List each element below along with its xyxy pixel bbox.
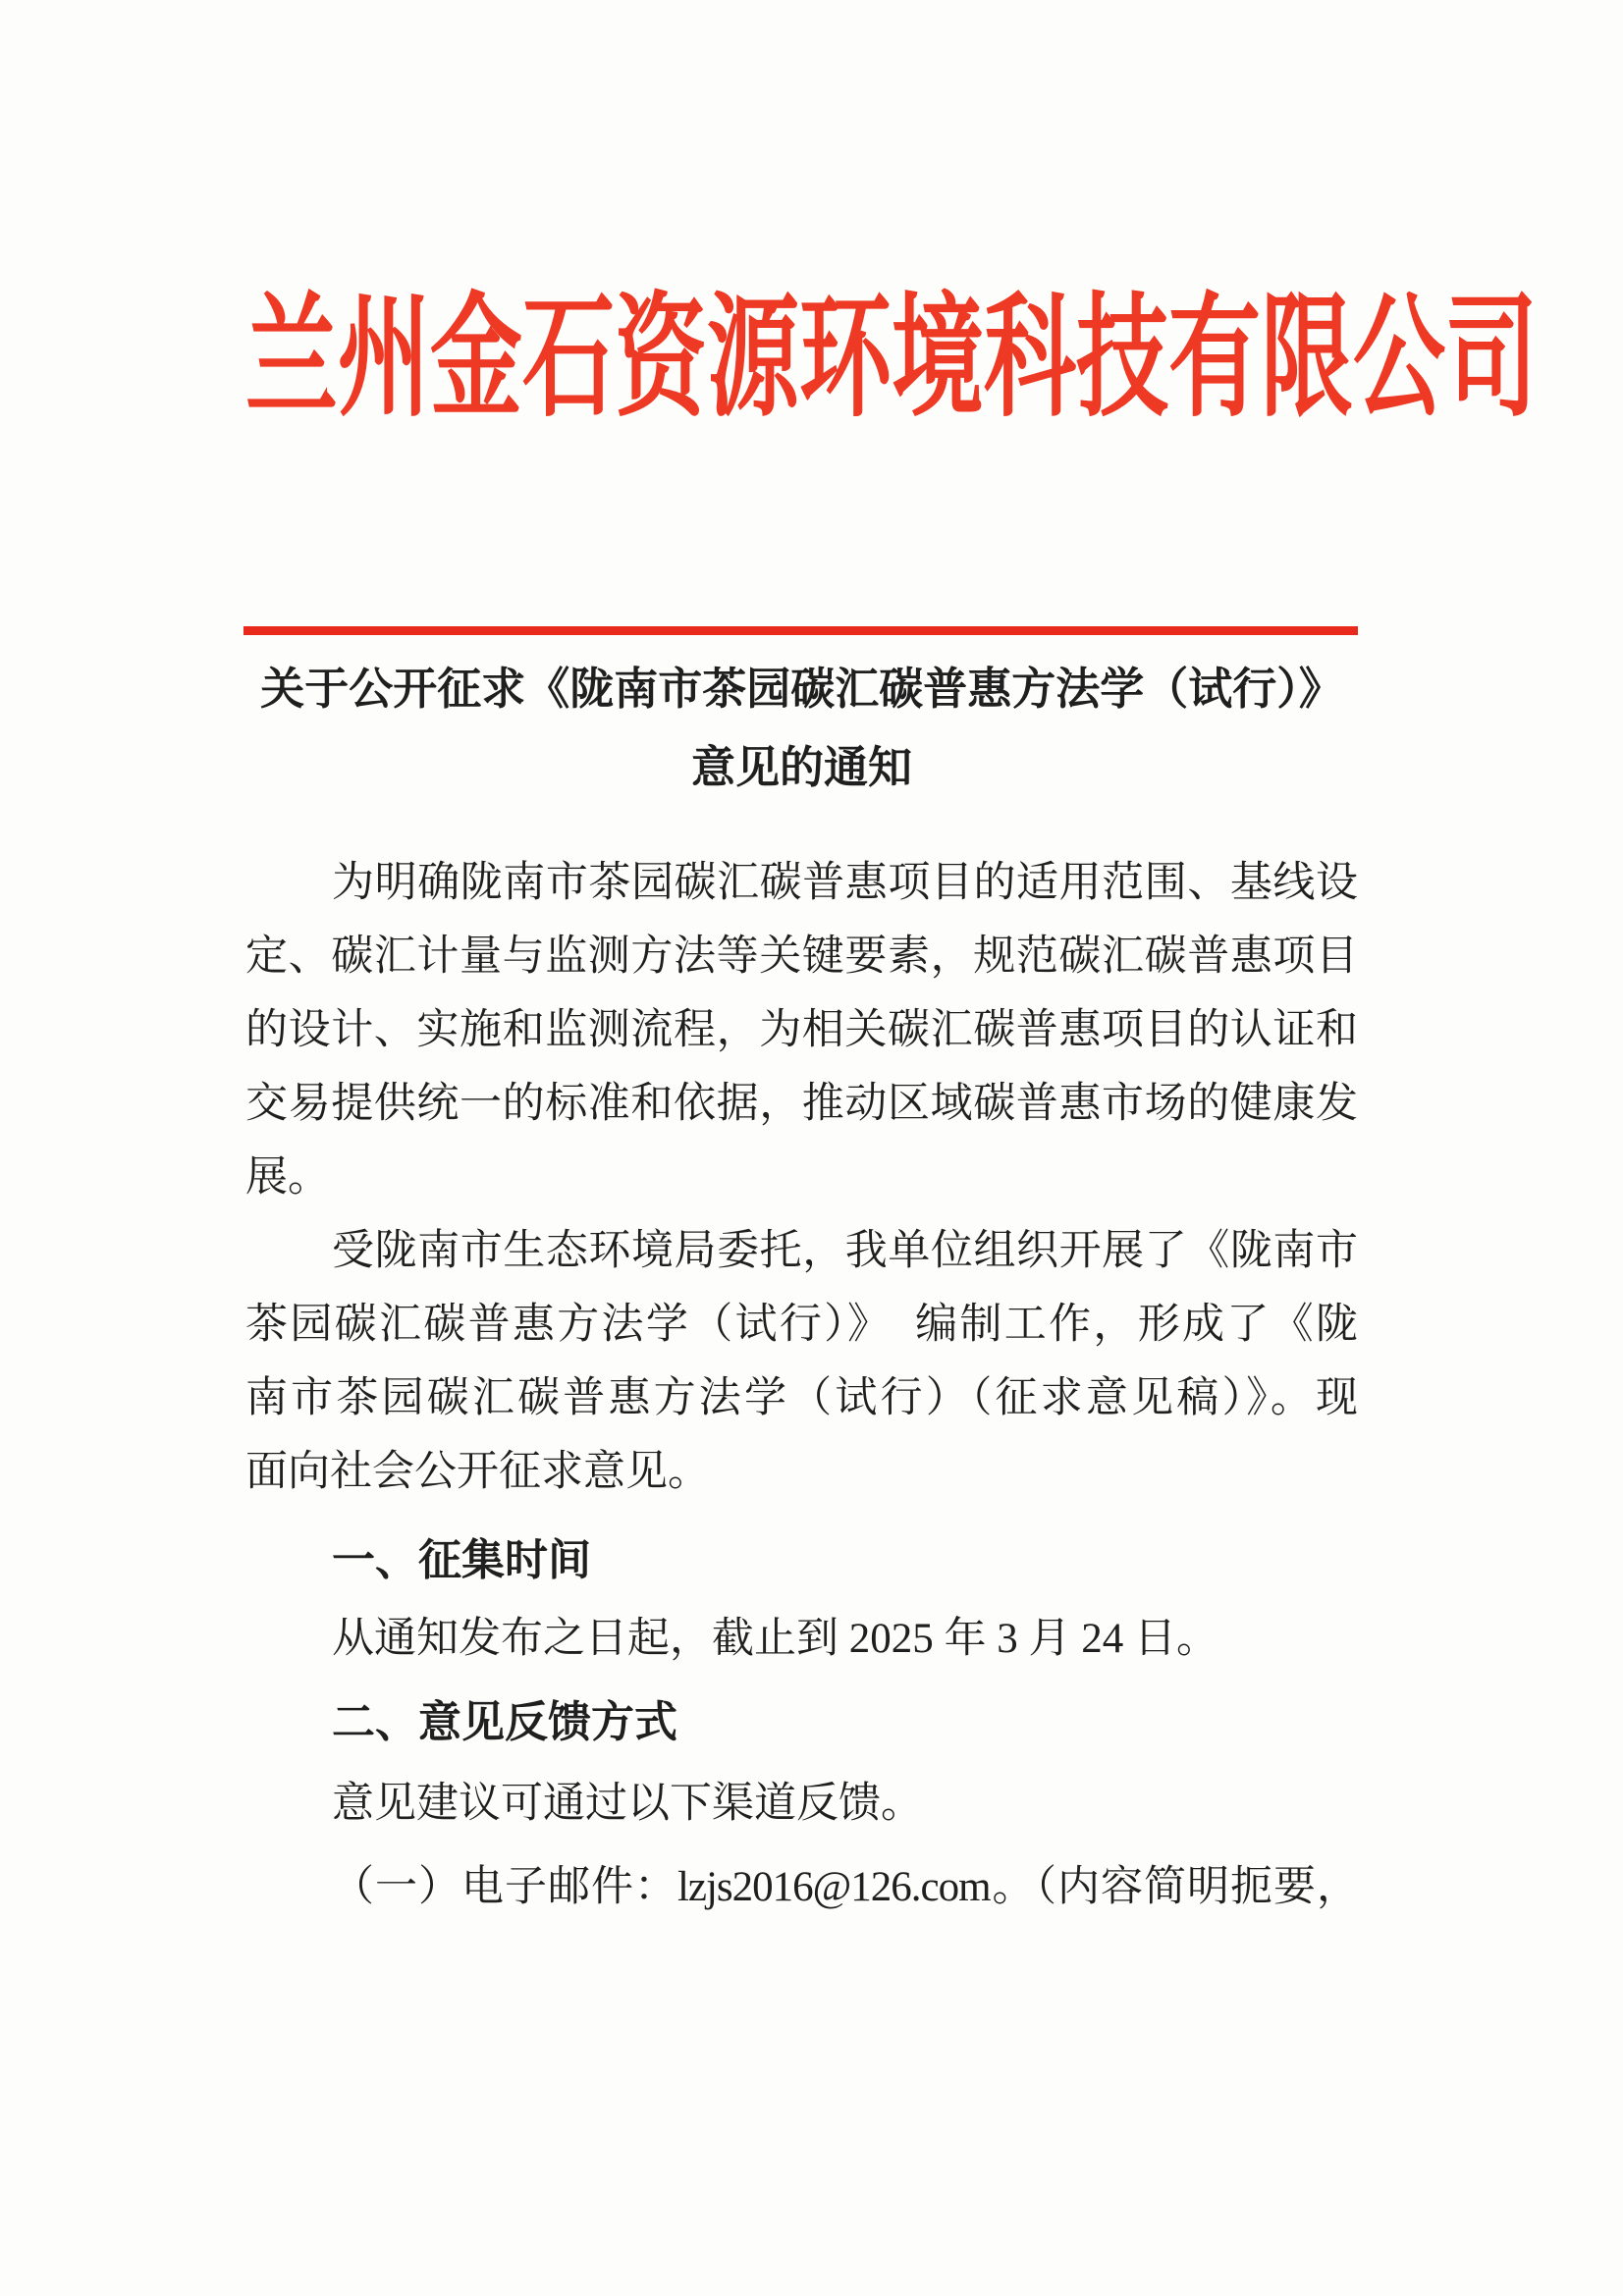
collection-deadline-line: 从通知发布之日起，截止到 2025 年 3 月 24 日。 — [332, 1616, 1218, 1662]
body-line: 茶园碳汇碳普惠方法学（试行）》 编制工作，形成了《陇 — [245, 1302, 1358, 1348]
body-line: 受陇南市生态环境局委托，我单位组织开展了《陇南市 — [332, 1228, 1358, 1274]
body-line: 定、碳汇计量与监测方法等关键要素，规范碳汇碳普惠项目 — [245, 934, 1358, 980]
notice-title-line-1: 关于公开征求《陇南市茶园碳汇碳普惠方法学（试行）》 — [260, 665, 1343, 714]
body-line: 为明确陇南市茶园碳汇碳普惠项目的适用范围、基线设 — [332, 860, 1358, 906]
body-line: 南市茶园碳汇碳普惠方法学（试行）（征求意见稿）》。现 — [245, 1375, 1358, 1421]
red-divider-rule — [243, 626, 1358, 635]
section-heading-collection-time: 一、征集时间 — [332, 1536, 591, 1584]
notice-title-line-2: 意见的通知 — [690, 743, 912, 792]
section-heading-feedback-method: 二、意见反馈方式 — [332, 1698, 677, 1746]
body-line: 展。 — [245, 1154, 330, 1201]
body-text — [245, 846, 1358, 1924]
feedback-channels-line: 意见建议可通过以下渠道反馈。 — [332, 1781, 923, 1827]
body-line: 面向社会公开征求意见。 — [245, 1449, 710, 1495]
email-contact-line: （一）电子邮件：lzjs2016@126.com。（内容简明扼要， — [332, 1864, 1358, 1910]
body-line: 交易提供统一的标准和依据，推动区域碳普惠市场的健康发 — [245, 1081, 1358, 1127]
letterhead-company-name: 兰州金石资源环境科技有限公司 — [245, 285, 1539, 434]
body-line: 的设计、实施和监测流程，为相关碳汇碳普惠项目的认证和 — [245, 1007, 1358, 1053]
